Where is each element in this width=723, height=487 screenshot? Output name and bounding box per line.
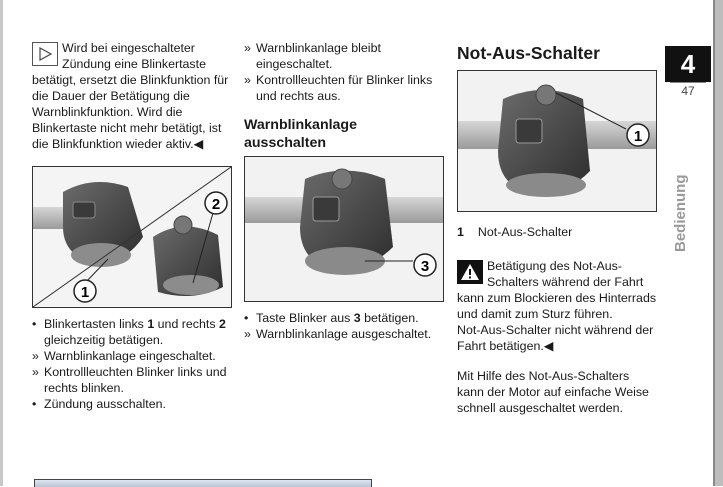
- ref-number: 2: [218, 317, 226, 331]
- tab-divider: [670, 82, 706, 83]
- warning-instruction-text: Not-Aus-Schalter nicht während der Fahrt betätigen.: [457, 323, 654, 353]
- figure-caption: [457, 224, 657, 240]
- list-item: [244, 310, 444, 326]
- bullet-marker: •: [244, 311, 249, 325]
- column-2: [244, 40, 444, 342]
- column-1: [32, 40, 232, 412]
- result-marker: »: [244, 327, 251, 341]
- figure-hazard-off: [244, 156, 444, 302]
- result-marker: »: [244, 41, 251, 55]
- note-text: Wird bei eingeschalteter Zündung eine Blinkertaste betätigt, ersetzt die Blinkfunktion für die Dauer der Betätigung die Warnblinkfunktion. Wird die Blinkertaste nicht mehr betätigt, ist die Blinkfunktion wieder aktiv.: [32, 41, 229, 151]
- note-arrow-icon: [32, 42, 58, 66]
- figure-label-2: 2: [211, 196, 221, 213]
- figure-both-switches-drawing: [33, 167, 231, 307]
- figure-hazard-off-drawing: [245, 157, 443, 301]
- section-tab-label: Bedienung: [672, 174, 689, 252]
- list-item: [32, 316, 232, 348]
- list-item: [244, 72, 444, 104]
- list-item: [244, 40, 444, 72]
- step-text: betätigen.: [360, 311, 419, 325]
- list-item: [244, 326, 444, 342]
- warning-instruction: [457, 322, 657, 354]
- section-heading: Warnblinkanlage ausschalten: [244, 117, 357, 151]
- warning-triangle-icon: [457, 260, 483, 284]
- figure-label-3: 3: [420, 258, 430, 275]
- step-text: Kontrollleuchten für Blinker links und rechts aus.: [256, 73, 433, 103]
- figure-kill-switch-drawing: [458, 71, 656, 211]
- step-list-1: [32, 316, 232, 412]
- end-mark: ◀: [193, 137, 204, 151]
- list-item: [32, 364, 232, 396]
- list-item: [32, 396, 232, 412]
- section-tab: [670, 160, 690, 260]
- page-number: 47: [681, 84, 695, 98]
- result-list: [244, 40, 444, 104]
- viewer-left-edge: [0, 0, 3, 486]
- warning-paragraph: [457, 258, 657, 322]
- note-paragraph: [32, 40, 232, 152]
- step-text: und rechts: [154, 317, 219, 331]
- result-marker: »: [244, 73, 251, 87]
- step-text: Zündung ausschalten.: [44, 397, 166, 411]
- step-list-2: [244, 310, 444, 342]
- result-marker: »: [32, 365, 39, 379]
- result-marker: »: [32, 349, 39, 363]
- step-text: Warnblinkanlage bleibt eingeschaltet.: [256, 41, 381, 71]
- caption-number: 1: [457, 225, 464, 239]
- bullet-marker: •: [32, 317, 37, 331]
- step-text: Taste Blinker aus: [256, 311, 354, 325]
- column-3: [457, 40, 657, 416]
- ref-number: 3: [353, 311, 361, 325]
- step-text: Blinkertasten links: [44, 317, 148, 331]
- step-text: Warnblinkanlage eingeschaltet.: [44, 349, 216, 363]
- figure-label-1: 1: [80, 284, 90, 301]
- chapter-number: 4: [665, 46, 711, 82]
- step-text: Warnblinkanlage ausgeschaltet.: [256, 327, 432, 341]
- end-mark: ◀: [543, 339, 554, 353]
- info-paragraph: Mit Hilfe des Not-Aus-Schalters kann der Motor auf einfache Weise schnell ausgeschaltet werden.: [457, 369, 649, 415]
- figure-both-switches: [32, 166, 232, 308]
- list-item: [32, 348, 232, 364]
- caption-text: Not-Aus-Schalter: [477, 225, 573, 239]
- step-text: gleichzeitig betätigen.: [44, 333, 164, 347]
- warning-text: Betätigung des Not-Aus-Schalters während der Fahrt kann zum Blockieren des Hinterrads und damit zum Sturz führen.: [457, 259, 657, 321]
- ref-number: 1: [147, 317, 155, 331]
- step-text: Kontrollleuchten Blinker links und rechts blinken.: [44, 365, 227, 395]
- figure-label-1: 1: [633, 128, 643, 145]
- page-section-title: Not-Aus-Schalter: [457, 43, 600, 63]
- viewer-scrollbar[interactable]: [713, 0, 723, 486]
- bullet-marker: •: [32, 397, 37, 411]
- figure-kill-switch: [457, 70, 657, 212]
